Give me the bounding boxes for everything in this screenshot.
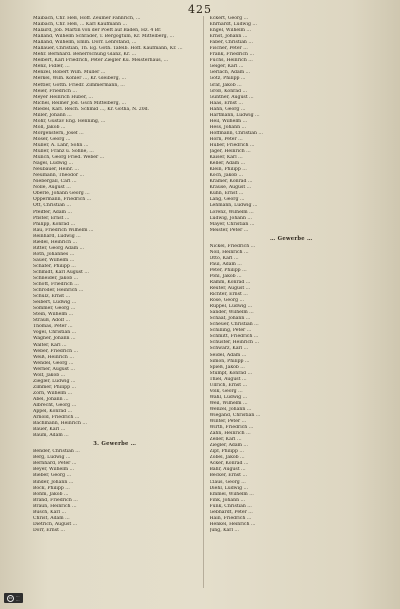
directory-entry: Keller, Adam … (209, 161, 246, 167)
directory-entry: Weiß, Heinrich … (33, 354, 74, 360)
directory-entry: Zobel, Jakob … (209, 455, 245, 461)
directory-entry: Ehrhardt, Ludwig … (209, 22, 257, 28)
directory-entry: Pfister, Ernst … (33, 215, 70, 221)
section-heading: … Gewerbe … (270, 235, 313, 242)
directory-entry: Krause, August … (209, 185, 252, 191)
directory-entry: Michel, Reimer Jod. Gsch Mittelberg, … (33, 100, 127, 106)
directory-entry: Hartmann, Ludwig … (209, 112, 260, 118)
directory-entry: Stein, Wilhelm … (33, 312, 74, 318)
directory-entry: Fischer, Peter … (209, 46, 248, 52)
directory-entry: Wiegand, Christian … (209, 413, 261, 418)
directory-entry: Melbert, Karl Friedrich, Peter Ziegler Ku. Meisterhaus, … (33, 58, 169, 64)
right-section (210, 234, 374, 244)
directory-entry: Müller, A. Lahr, Sohn … (33, 142, 89, 148)
left-block-1 (33, 16, 197, 439)
directory-entry: Miller, Johann … (33, 112, 72, 118)
directory-entry: Fink, Johann … (209, 497, 246, 503)
right-block-2 (210, 244, 374, 534)
license-text (16, 594, 20, 602)
directory-entry: Hoffmann, Christian … (209, 130, 264, 136)
directory-entry: Schulz, Ernst … (33, 294, 71, 300)
directory-entry: Bieber, Georg … (33, 473, 72, 479)
directory-entry: Münch, Georg Fried. Weber … (33, 155, 105, 161)
directory-entry: Richter, Ernst … (209, 292, 248, 298)
directory-entry: Fuchs, Heinrich … (209, 58, 253, 64)
directory-entry: Seidel, Adam … (209, 352, 247, 358)
directory-entry: Maibach, Chr. Heß, Hoff. Zeumer Fähnrich, … (33, 16, 141, 21)
directory-entry: Mehr. Bernhard. Beherrschung Glanz, Kr. … (33, 52, 137, 58)
directory-entry: Seibert, Ludwig … (33, 300, 77, 306)
directory-entry: Bähr, August … (209, 467, 246, 473)
directory-entry: Kaiser, Karl … (209, 155, 243, 161)
directory-entry: Weber, Friedrich … (33, 348, 79, 354)
directory-entry: Binder, Johann … (33, 479, 74, 485)
directory-entry: Jung, Karl … (209, 527, 240, 533)
license-line: … (16, 594, 20, 598)
directory-entry: Menz, Fidler, … (33, 64, 70, 70)
directory-entry: Peter, Philipp … (209, 267, 247, 273)
directory-entry: Christ, Adam … (33, 515, 70, 521)
directory-entry: Albrecht, Georg … (33, 403, 77, 408)
directory-entry: Krämer, Konrad … (209, 179, 253, 185)
directory-entry: Bock, Philipp … (33, 485, 70, 491)
directory-entry: Emmel, Wilhelm … (209, 491, 254, 497)
directory-entry: Sander, Wilhelm … (209, 310, 254, 316)
directory-entry: Sauer, Wilhelm … (33, 257, 75, 263)
directory-entry: Frank, Friedrich … (209, 52, 255, 58)
directory-entry: Meister, Peter … (209, 227, 249, 233)
directory-entry: Horn, Peter … (209, 136, 243, 142)
directory-entry: Schneider, Jakob … (33, 276, 79, 282)
directory-entry: Werner, August … (33, 366, 75, 372)
directory-entry: Oberle, Johann Georg … (33, 191, 90, 197)
directory-entry: Wirth, Friedrich … (209, 425, 254, 431)
directory-entry: Dietrich, August … (33, 521, 78, 527)
directory-entry: Mettler, Gotth. Friedr. Zimmermann, … (33, 82, 125, 88)
directory-entry: Diehl, Ludwig … (209, 485, 249, 491)
directory-entry: Schröder, Heinrich … (33, 288, 84, 294)
directory-entry: Ziegler, Ludwig … (33, 378, 76, 384)
directory-entry: Ernst, Johann … (209, 34, 248, 40)
directory-entry: Menzel, Robert Wilh. Müller … (33, 70, 106, 76)
directory-entry: Schäfer, Philipp … (33, 263, 76, 269)
directory-entry: Baum, Adam … (33, 433, 69, 439)
directory-entry: Ludwig, Johann … (209, 215, 252, 221)
directory-entry: Hain, Friedrich … (209, 515, 252, 521)
directory-entry: Ritter, Georg Adam … (33, 245, 85, 251)
directory-entry: Zeller, Karl … (209, 437, 242, 443)
directory-entry: Busch, Karl … (33, 509, 67, 515)
directory-entry: Götz, Philipp … (209, 76, 246, 82)
directory-entry: Wahl, Ludwig … (209, 394, 248, 400)
directory-entry: Philipp, Konrad … (33, 221, 76, 227)
left-section (33, 439, 197, 449)
directory-entry: Zimmer, Philipp … (33, 384, 77, 390)
directory-entry: Maibach, Chr. Heß, … Karl Kaufmann … (33, 22, 128, 28)
license-badge (4, 593, 23, 603)
directory-entry: Pohl, Jakob … (209, 273, 242, 279)
directory-entry: Hess, Johann … (209, 124, 247, 130)
column-divider (203, 16, 204, 588)
directory-entry: Malland, Wilhelm, Emm. Dörr. Lehrstand, … (33, 40, 137, 46)
directory-entry: Thiel, August … (209, 376, 247, 382)
directory-entry: Moser, Georg … (33, 136, 71, 142)
directory-entry: Koch, Jakob … (209, 173, 244, 179)
cc-icon: cc (8, 595, 13, 600)
directory-entry: Lehmann, Ludwig … (209, 203, 258, 209)
directory-entry: Becker, Ernst … (209, 473, 248, 479)
directory-entry: Otto, Karl … (209, 255, 239, 261)
directory-entry: Günther, August … (209, 94, 254, 100)
directory-entry: Müller, Franz u. Söhne, … (33, 149, 94, 155)
directory-entry: Nölle, August … (33, 185, 71, 191)
directory-entry: Bachmann, Heinrich … (33, 421, 87, 427)
directory-entry: Schuster, Heinrich … (209, 340, 260, 346)
directory-entry: Beyer, Wilhelm … (33, 467, 75, 473)
directory-entry: Wendel, Georg … (33, 360, 74, 366)
directory-entry: Bauer, Karl … (33, 427, 66, 433)
directory-entry: Ramm, Konrad … (209, 279, 251, 285)
directory-entry: Rau, Friedrich Wilhelm … (33, 227, 94, 233)
directory-entry: Braun, Heinrich … (33, 503, 77, 509)
directory-entry: Appel, Konrad … (33, 409, 73, 415)
directory-entry: Berg, Ludwig … (33, 455, 71, 461)
directory-entry: Jäger, Heinrich … (209, 149, 251, 155)
directory-entry: Acker, Konrad … (209, 461, 249, 467)
directory-entry: Nickel, Friedrich … (209, 243, 256, 249)
directory-entry: Böhm, Jakob … (33, 491, 69, 497)
directory-entry: Zipf, Philipp … (209, 449, 244, 455)
directory-entry: Spieß, Jakob … (209, 364, 245, 370)
directory-entry: Ott, Christian … (33, 203, 71, 209)
directory-entry: Henkel, Heinrich … (209, 521, 256, 527)
directory-entry: Miedel, Karl. Reich. Schmid …, Kr. Gotha, N. 20d. (33, 106, 150, 112)
directory-entry: Winter, Peter … (209, 419, 247, 425)
directory-entry: Funk, Christian … (209, 503, 252, 509)
directory-entry: Geiger, Karl … (209, 64, 244, 70)
directory-entry: Brand, Friedrich … (33, 497, 78, 503)
directory-entry: Engel, Wilhelm … (209, 28, 251, 34)
directory-entry: Schmidt, Karl August … (33, 269, 89, 275)
directory-entry: Claus, Georg … (209, 479, 246, 485)
directory-entry: Eckert, Georg … (209, 16, 249, 21)
directory-entry: Arnold, Friedrich … (33, 415, 80, 421)
directory-entry: Malaird, Job. Martin von der Poeft auf Baden, Hz. 4 Br. (33, 28, 162, 34)
directory-entry: Ullrich, Ernst … (209, 382, 248, 388)
directory-entry: Volk, Georg … (209, 388, 243, 394)
directory-entry: Abel, Johann … (33, 396, 69, 402)
directory-entry: Sommer, Georg … (33, 306, 76, 312)
text-columns (33, 16, 373, 588)
directory-entry: Niebergall, Carl … (33, 179, 77, 185)
directory-entry: Dörr, Ernst … (33, 527, 66, 533)
directory-entry: Rose, Georg … (209, 298, 245, 304)
directory-entry: Scheuer, Christian … (209, 322, 259, 328)
directory-entry: Neubauer, Heinr. … (33, 167, 80, 173)
directory-entry: Wenzel, Johann … (209, 406, 252, 412)
directory-entry: Lang, Georg … (209, 197, 245, 203)
directory-entry: Neumann, Theodor … (33, 173, 85, 179)
directory-entry: Mallauer, Christian, Th. Eg. Goth. Tafelb. Hoff. Kaufmann, Kr. … (33, 46, 183, 52)
directory-entry: Ruppel, Ludwig … (209, 304, 253, 310)
directory-entry: Schilling, Peter … (209, 328, 252, 334)
directory-entry: Weil, Wilhelm … (209, 400, 248, 406)
directory-entry: Faber, Christian … (209, 40, 253, 46)
directory-entry: Schaaf, Johann … (209, 316, 251, 322)
left-block-2 (33, 449, 197, 534)
directory-entry: Schott, Friedrich … (33, 282, 79, 288)
directory-entry: Gebhardt, Peter … (209, 509, 253, 515)
directory-entry: Strauß, Adolf … (33, 318, 71, 324)
directory-entry: Kuhn, Ernst … (209, 191, 244, 197)
directory-entry: Bender, Christian … (33, 449, 80, 455)
directory-entry: Huber, Friedrich … (209, 142, 255, 148)
directory-entry: Schwarz, Karl … (209, 346, 249, 352)
directory-entry: Gerlach, Adam … (209, 70, 251, 76)
directory-entry: Wagner, Johann … (33, 336, 76, 342)
directory-entry: Meier, Friedrich … (33, 88, 77, 94)
directory-entry: Oppermann, Friedrich … (33, 197, 92, 203)
directory-entry: Lorenz, Wilhelm … (209, 209, 254, 215)
directory-entry: Meyer Heinrich Huber, … (33, 94, 94, 100)
directory-entry: Wolf, Jakob … (33, 372, 66, 378)
right-block-1 (210, 16, 374, 234)
directory-entry: Noll, Heinrich … (209, 249, 249, 255)
directory-entry: Stumpf, Konrad … (209, 370, 253, 376)
directory-entry: Nagel, Ludwig … (33, 161, 74, 167)
directory-entry: Paul, Adam … (209, 261, 242, 267)
section-heading: 3. Gewerbe … (93, 441, 137, 448)
directory-entry: Ziegler, Adam … (209, 443, 249, 449)
directory-entry: Schmitt, Friedrich … (209, 334, 259, 340)
directory-entry: Graf, Jakob … (209, 82, 242, 88)
directory-entry: Morgenstern, Josef … (33, 130, 84, 136)
directory-entry: Mayer, Christian … (209, 221, 255, 227)
directory-entry: Hahn, Georg … (209, 106, 246, 112)
license-line: … (16, 598, 20, 602)
right-column (210, 16, 374, 588)
directory-entry: Pfeiffer, Adam … (33, 209, 72, 215)
directory-entry: Bernhard, Peter … (33, 461, 77, 467)
directory-entry: Reuter, August … (209, 286, 251, 292)
directory-entry: Klein, Philipp … (209, 167, 247, 173)
directory-entry: Riedel, Heinrich … (33, 239, 78, 245)
directory-entry: Haas, Ernst … (209, 100, 244, 106)
directory-entry: Roth, Johannes … (33, 251, 75, 257)
directory-entry: Vogel, Christian … (33, 330, 77, 336)
directory-entry: Heil, Wilhelm … (209, 118, 248, 124)
directory-entry: Zorn, Wilhelm … (33, 390, 73, 396)
left-column (33, 16, 197, 588)
directory-entry: Zahn, Heinrich … (209, 431, 251, 437)
directory-entry: Mohr, Gustav Eng. Henning, … (33, 118, 106, 124)
directory-entry: Simon, Philipp … (209, 358, 250, 364)
directory-entry: Moll, Jakob … (33, 124, 66, 130)
directory-entry: Walter, Karl … (33, 342, 67, 348)
directory-entry: Malland, Wilhelm Schrader, T. Bergogtum, Kr. Mittelberg, … (33, 34, 175, 40)
page-number: 425 (188, 3, 212, 16)
directory-entry: Merkel, Wilh. Köhler …, Kr. Gleiberg, … (33, 76, 127, 82)
directory-entry: Thomas, Peter … (33, 324, 73, 330)
directory-entry: Reinhard, Ludwig … (33, 233, 81, 239)
directory-entry: Groß, Konrad … (209, 88, 248, 94)
